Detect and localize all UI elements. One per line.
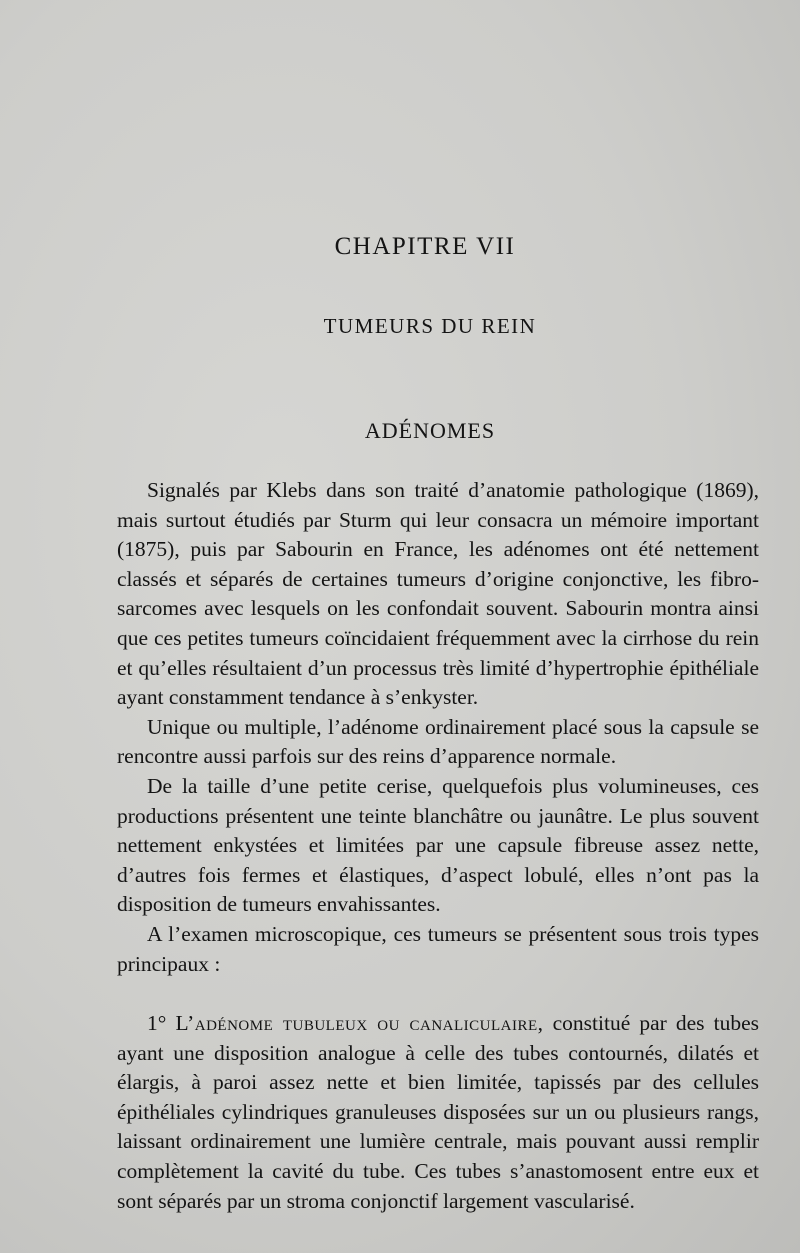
paragraph: Signalés par Klebs dans son traité d’anatomie pathologique (1869), mais surtout étudiés par Sturm qui leur consacra un mémoire important (1875), puis par Sabourin en France, les adénomes ont été nettement classés et séparés de certaines tumeurs d’origine conjonctive, les fibro-sarcomes avec lesquels on les confondait souvent. Sabourin montra ainsi que ces petites tumeurs coïncidaient fréquemment avec la cirrhose du rein et qu’elles résultaient d’un processus très limité d’hypertrophie épithéliale ayant constamment tendance à s’enkyster. (117, 478, 759, 710)
item-number: 1° (147, 1011, 167, 1036)
numbered-item (117, 1009, 759, 1216)
paragraph: A l’examen microscopique, ces tumeurs se présentent sous trois types principaux : (117, 921, 759, 976)
subsection-heading: ADÉNOMES (364, 418, 496, 443)
item-term: L’adénome tubuleux ou canaliculaire, (175, 1011, 544, 1036)
paragraph: Unique ou multiple, l’adénome ordinairement placé sous la capsule se rencontre aussi parfois sur des reins d’apparence normale. (117, 714, 759, 769)
chapter-heading: CHAPITRE VII (334, 233, 516, 260)
body-text (117, 476, 759, 1216)
item-text: constitué par des tubes ayant une disposition analogue à celle des tubes contournés, dilatés et élargis, à paroi assez nette et bien limitée, tapissés par des cellules épithéliales cylindriques granuleuses disposées sur un ou plusieurs rangs, laissant ordinairement une lumière centrale, mais pouvant aussi remplir complètement la cavité du tube. Ces tubes s’anastomosent entre eux et sont séparés par un stroma conjonctif largement vascularisé. (117, 1011, 760, 1213)
paragraph: De la taille d’une petite cerise, quelquefois plus volumineuses, ces productions présentent une teinte blanchâtre ou jaunâtre. Le plus souvent nettement enkystées et limitées par une capsule fibreuse assez nette, d’autres fois fermes et élastiques, d’aspect lobulé, elles n’ont pas la disposition de tumeurs envahissantes. (117, 773, 759, 917)
section-heading: TUMEURS DU REIN (323, 314, 537, 338)
